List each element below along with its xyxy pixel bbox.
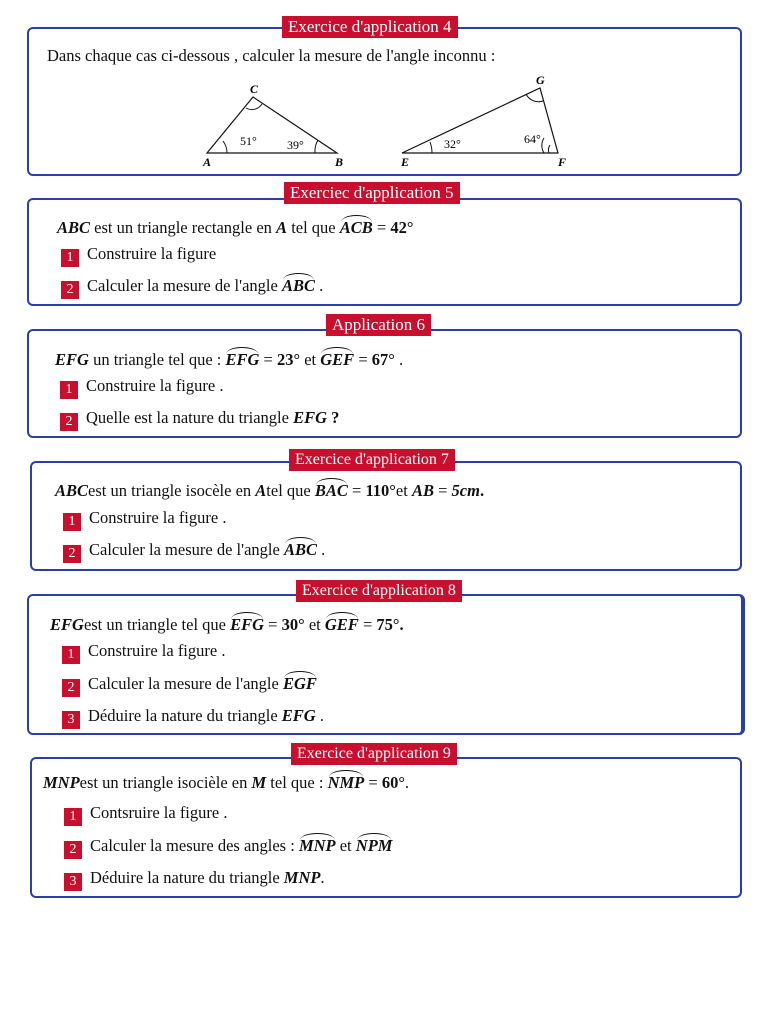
ex9-q3-end: . (320, 868, 325, 887)
ex9-angle-mnp: MNP (298, 836, 336, 855)
ex4-title: Exercice d'application 4 (282, 16, 458, 38)
ex9-s2: est un triangle isocièle en (79, 773, 252, 792)
ex8-q1-number: 1 (62, 646, 80, 664)
ex6-q2-number: 2 (60, 413, 78, 431)
ex9-q3-triangle: MNP (283, 868, 321, 887)
ex7-s4: tel que (266, 481, 315, 500)
ex5-statement (57, 218, 413, 238)
ex6-s9: 67° (371, 350, 395, 369)
ex7-s11: 5cm (451, 481, 480, 500)
ex8-q3 (62, 706, 324, 729)
ex8-q3-text: Déduire la nature du triangle (88, 706, 282, 725)
ex6-s4: = (259, 350, 277, 369)
ex6-s5: 23° (276, 350, 301, 369)
ex8-angle-egf: EGF (282, 674, 317, 693)
ex7-s2: est un triangle isocèle en (88, 481, 256, 500)
ex7-s7: 110° (365, 481, 396, 500)
ex8-s5: 30° (281, 615, 305, 634)
ex5-s7: 42° (390, 218, 414, 237)
ex5-q2-end: . (314, 276, 324, 295)
ex7-s3: A (255, 481, 267, 500)
ex8-q2-number: 2 (62, 679, 80, 697)
ex9-q2-number: 2 (64, 841, 82, 859)
ex8-q1 (62, 641, 225, 664)
ex8-s1: EFG (50, 615, 84, 634)
ex8-q2-text: Calculer la mesure de l'angle (88, 674, 283, 693)
ex6-s8: = (354, 350, 372, 369)
ex9-q1-text: Contsruire la figure . (90, 803, 228, 822)
ex7-q2-text: Calculer la mesure de l'angle (89, 540, 284, 559)
ex9-q1 (64, 803, 227, 826)
ex9-s8: . (404, 773, 410, 792)
label-c: C (250, 82, 259, 96)
ex8-q3-number: 3 (62, 711, 80, 729)
label-b: B (335, 155, 344, 169)
ex7-q2 (63, 540, 325, 563)
ex5-angle-abc: ABC (281, 276, 315, 295)
ex5-q2 (61, 276, 323, 299)
ex7-q1 (63, 508, 226, 531)
ex6-angle-efg: EFG (225, 350, 260, 369)
triangle-abc (202, 82, 343, 169)
angle-b-value: 39° (287, 138, 304, 152)
ex6-s2: un triangle tel que : (88, 350, 226, 369)
ex8-statement (50, 615, 404, 635)
ex9-statement (43, 773, 409, 793)
ex4-instruction: Dans chaque cas ci-dessous , calculer la mesure de l'angle inconnu : (47, 46, 496, 65)
ex9-angle-nmp: NMP (327, 773, 365, 792)
ex9-q3 (64, 868, 325, 891)
ex8-s6: et (304, 615, 325, 634)
ex6-q2-triangle: EFG (293, 408, 328, 427)
ex7-s8: et (395, 481, 412, 500)
angle-a-value: 51° (240, 134, 257, 148)
ex7-title: Exercice d'application 7 (289, 449, 455, 471)
ex6-angle-gef: GEF (320, 350, 355, 369)
ex6-q1 (60, 376, 223, 399)
label-a: A (203, 155, 212, 169)
ex7-s10: = (433, 481, 452, 500)
ex9-q3-number: 3 (64, 873, 82, 891)
ex7-s12: . (479, 481, 485, 500)
ex9-q1-number: 1 (64, 808, 82, 826)
ex7-q1-number: 1 (63, 513, 81, 531)
ex6-s1: EFG (55, 350, 89, 369)
ex7-q2-number: 2 (63, 545, 81, 563)
ex5-angle-acb: ACB (339, 218, 373, 237)
ex6-q1-text: Construire la figure . (86, 376, 224, 395)
ex7-s6: = (347, 481, 366, 500)
ex6-q2-end: ? (327, 408, 340, 427)
label-g: G (536, 73, 545, 87)
ex8-s8: = (358, 615, 377, 634)
ex5-q2-number: 2 (61, 281, 79, 299)
ex7-s1: ABC (55, 481, 89, 500)
ex8-q2 (62, 674, 317, 697)
ex9-s4: tel que : (266, 773, 328, 792)
ex6-s10: . (394, 350, 404, 369)
angle-e-value: 32° (444, 137, 461, 151)
ex8-s10: . (399, 615, 404, 634)
ex6-q2-text: Quelle est la nature du triangle (86, 408, 294, 427)
ex8-q1-text: Construire la figure . (88, 641, 226, 660)
ex7-angle-abc: ABC (283, 540, 317, 559)
ex5-s4: tel que (287, 218, 340, 237)
ex8-angle-efg: EFG (230, 615, 265, 634)
label-f: F (558, 155, 567, 169)
ex9-title: Exercice d'application 9 (291, 743, 457, 765)
ex9-s1: MNP (43, 773, 80, 792)
ex9-angle-npm: NPM (355, 836, 393, 855)
ex6-statement (55, 350, 403, 370)
ex5-s2: est un triangle rectangle en (90, 218, 277, 237)
ex9-q2 (64, 836, 392, 859)
ex9-q2-text: Calculer la mesure des angles : (90, 836, 299, 855)
ex8-q3-triangle: EFG (281, 706, 316, 725)
ex9-q2-mid: et (335, 836, 356, 855)
ex6-s6: et (300, 350, 321, 369)
angle-f-value: 64° (524, 132, 541, 146)
ex7-angle-bac: BAC (314, 481, 348, 500)
ex8-s9: 75° (376, 615, 400, 634)
ex9-s3: M (251, 773, 267, 792)
ex6-q1-number: 1 (60, 381, 78, 399)
ex6-q2 (60, 408, 339, 431)
ex8-q3-end: . (315, 706, 324, 725)
ex8-title: Exercice d'application 8 (296, 580, 462, 602)
ex5-title: Exerciec d'application 5 (284, 182, 460, 204)
ex9-s7: 60° (381, 773, 405, 792)
ex5-q1 (61, 244, 216, 267)
ex5-q2-text: Calculer la mesure de l'angle (87, 276, 282, 295)
ex7-q2-end: . (316, 540, 326, 559)
ex9-s6: = (364, 773, 382, 792)
triangle-efg (400, 73, 566, 169)
ex8-angle-gef: GEF (324, 615, 359, 634)
ex5-s1: ABC (57, 218, 91, 237)
ex7-s9: AB (411, 481, 434, 500)
label-e: E (401, 155, 410, 169)
ex5-q1-text: Construire la figure (87, 244, 217, 263)
ex5-s6: = (372, 218, 391, 237)
ex6-title: Application 6 (326, 314, 431, 336)
ex5-s3: A (276, 218, 288, 237)
ex9-q3-text: Déduire la nature du triangle (90, 868, 284, 887)
ex8-s2: est un triangle tel que (83, 615, 231, 634)
ex5-q1-number: 1 (61, 249, 79, 267)
ex7-q1-text: Construire la figure . (89, 508, 227, 527)
ex8-s4: = (264, 615, 282, 634)
ex7-statement (55, 481, 484, 501)
